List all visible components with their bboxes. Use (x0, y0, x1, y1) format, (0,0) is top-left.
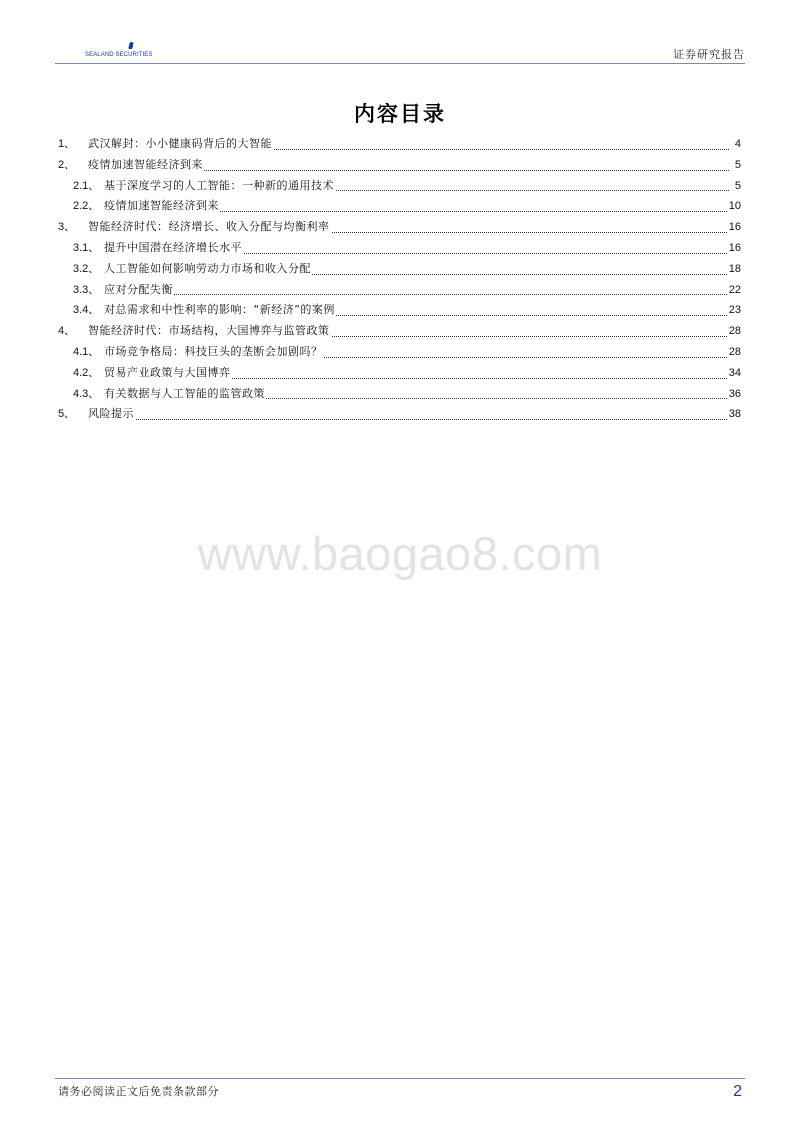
toc-entry[interactable] (58, 404, 741, 425)
toc-entry-label[interactable]: 疫情加速智能经济到来 (104, 196, 220, 217)
toc-entry[interactable] (58, 259, 741, 280)
header-divider (55, 63, 745, 64)
toc-entry-page[interactable]: 23 (728, 300, 741, 321)
toc-entry[interactable] (58, 280, 741, 301)
toc-entry[interactable] (58, 384, 741, 405)
toc-entry-page[interactable]: 16 (728, 217, 741, 238)
toc-entry[interactable] (58, 176, 741, 197)
toc-entry-number: 4.2、 (73, 366, 100, 379)
toc-entry-number: 2.2、 (73, 200, 100, 213)
toc-entry-page[interactable]: 28 (728, 321, 741, 342)
toc-entry[interactable] (58, 321, 741, 342)
toc-entry-number: 1、 (58, 138, 76, 150)
toc-entry-number: 4、 (58, 325, 76, 338)
toc-entry-page[interactable]: 10 (728, 196, 741, 217)
toc-entry-label[interactable]: 有关数据与人工智能的监管政策 (104, 384, 266, 405)
logo-text: SEALAND SECURITIES (85, 52, 153, 58)
toc-entry-label[interactable]: 应对分配失衡 (104, 280, 174, 301)
toc-entry-page[interactable]: 36 (728, 384, 741, 405)
toc-entry-number: 2.1、 (73, 179, 100, 192)
footer-divider (55, 1078, 745, 1079)
toc-entry-number: 5、 (58, 408, 76, 421)
toc-entry-number: 3.1、 (73, 241, 100, 254)
toc-entry-page[interactable]: 38 (728, 404, 741, 425)
toc-entry-label[interactable]: 武汉解封：小小健康码背后的大智能 (88, 134, 273, 155)
toc-entry-label[interactable]: 疫情加速智能经济到来 (88, 155, 204, 176)
toc-entry[interactable] (58, 238, 741, 259)
watermark: www.baogao8.com (197, 527, 603, 580)
toc-entry-label[interactable]: 提升中国潜在经济增长水平 (104, 238, 243, 259)
toc-entry-number: 2、 (58, 158, 76, 171)
toc-entry-label[interactable]: 智能经济时代：市场结构，大国博弈与监管政策 (88, 321, 331, 342)
toc-entry[interactable] (58, 363, 741, 384)
page-number: 2 (733, 1083, 742, 1100)
toc-entry-number: 3.2、 (73, 262, 100, 275)
toc-entry[interactable] (58, 155, 741, 176)
toc-entry-page[interactable]: 18 (728, 259, 741, 280)
toc-entry-page[interactable]: 16 (728, 238, 741, 259)
toc-entry-label[interactable]: 贸易产业政策与大国博弈 (104, 363, 232, 384)
toc-title: 内容目录 (354, 101, 446, 126)
toc-entry-number: 4.3、 (73, 387, 100, 400)
footer-disclaimer: 请务必阅读正文后免责条款部分 (58, 1085, 219, 1098)
toc-entry-label[interactable]: 风险提示 (88, 404, 135, 425)
toc-entry[interactable] (58, 300, 741, 321)
report-type: 证券研究报告 (673, 48, 745, 61)
toc-entry-label[interactable]: 人工智能如何影响劳动力市场和收入分配 (104, 259, 312, 280)
toc-entry-label[interactable]: 基于深度学习的人工智能：一种新的通用技术 (104, 176, 335, 197)
toc-entry-page[interactable]: 4 (734, 134, 741, 155)
toc-dot-leader (118, 294, 729, 295)
company-logo (85, 42, 205, 62)
toc-entry-page[interactable]: 34 (728, 363, 741, 384)
page-header (55, 38, 745, 64)
toc-entry-label[interactable]: 智能经济时代：经济增长、收入分配与均衡利率 (88, 217, 331, 238)
toc-dot-leader (118, 170, 729, 171)
toc-entry-page[interactable]: 5 (734, 176, 741, 197)
toc-entry[interactable] (58, 342, 741, 363)
toc-entry-label[interactable]: 市场竞争格局：科技巨头的垄断会加剧吗？ (104, 342, 324, 363)
toc-entry-page[interactable]: 28 (728, 342, 741, 363)
table-of-contents (58, 134, 741, 425)
toc-entry-number: 3.3、 (73, 283, 100, 296)
toc-entry-number: 4.1、 (73, 345, 100, 358)
toc-dot-leader (118, 419, 729, 420)
toc-entry[interactable] (58, 196, 741, 217)
logo-mark (128, 42, 133, 49)
toc-entry-number: 3、 (58, 221, 76, 234)
toc-entry[interactable] (58, 217, 741, 238)
toc-entry-label[interactable]: 对总需求和中性利率的影响：“新经济”的案例 (104, 300, 336, 321)
toc-entry-page[interactable]: 5 (734, 155, 741, 176)
toc-entry-page[interactable]: 22 (728, 280, 741, 301)
toc-entry-number: 3.4、 (73, 304, 100, 317)
toc-entry[interactable] (58, 134, 741, 155)
